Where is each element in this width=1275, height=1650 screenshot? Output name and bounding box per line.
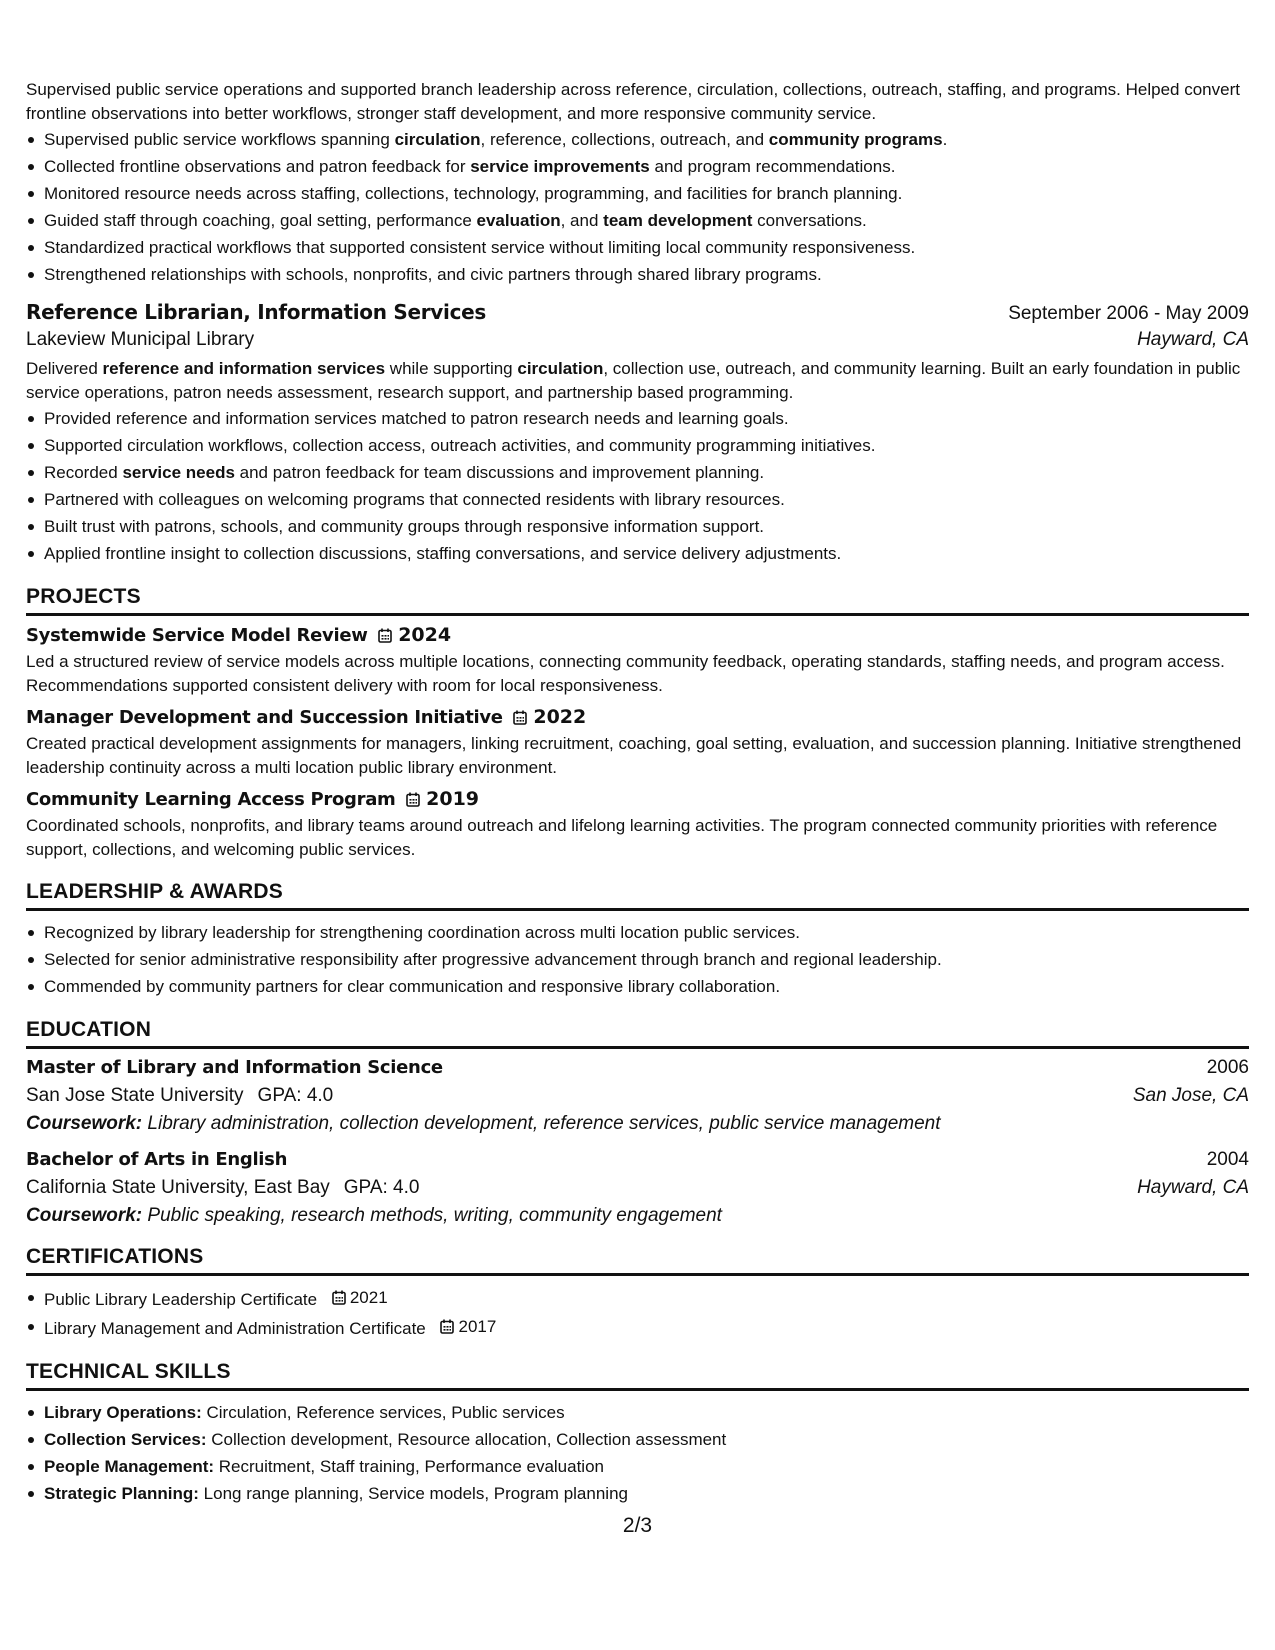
job-subheader [26,329,1249,351]
certification-name: Public Library Leadership Certificate [44,1290,318,1309]
list-item [44,1284,1249,1313]
skills-list [26,1399,1249,1507]
skill-values: Collection development, Resource allocation, Collection assessment [211,1430,727,1449]
education-item [26,1149,1249,1227]
list-item: Monitored resource needs across staffing, collections, technology, programming, and facilities for branch planning. [44,180,1249,207]
project-item [26,788,1249,862]
education-heading: EDUCATION [26,1018,1249,1049]
list-item: Collected frontline observations and patron feedback for service improvements and program recommendations. [44,153,1249,180]
calendar-icon [513,710,527,725]
skill-category: People Management: [44,1457,215,1476]
awards-list [26,919,1249,1000]
list-item: Provided reference and information services matched to patron research needs and learning goals. [44,405,1249,432]
skill-category: Collection Services: [44,1430,207,1449]
list-item [44,1313,1249,1342]
list-item: Applied frontline insight to collection discussions, staffing conversations, and service delivery adjustments. [44,540,1249,567]
education-coursework: Coursework: Public speaking, research methods, writing, community engagement [26,1205,722,1226]
skill-values: Recruitment, Staff training, Performance evaluation [218,1457,604,1476]
certification-date: 2017 [440,1313,496,1340]
education-year: 2006 [1206,1057,1249,1078]
projects-heading: PROJECTS [26,585,1249,616]
list-item [44,1399,1249,1426]
project-title: Community Learning Access Program [26,788,396,810]
project-description: Led a structured review of service models across multiple locations, connecting community feedback, operating standards, staffing needs, and program access. Recommendations supported consistent delivery with room for local responsiveness. [26,652,1225,695]
education-coursework: Coursework: Library administration, collection development, reference services, public service management [26,1113,941,1134]
role-summary: Supervised public service operations and supported branch leadership across reference, circulation, collections, outreach, staffing, and programs. Helped convert frontline observations into better workflows, stronger staff development, and more responsive community service. [26,80,1240,123]
job-summary: Delivered reference and information services while supporting circulation, collection use, outreach, and community learning. Built an early foundation in public service operations, patron needs assessment, research support, and partnership based programming. [26,359,1241,402]
calendar-icon [406,792,420,807]
project-item [26,706,1249,780]
list-item: Built trust with patrons, schools, and community groups through responsive information support. [44,513,1249,540]
education-degree: Master of Library and Information Science [26,1057,443,1078]
skill-values: Long range planning, Service models, Program planning [203,1484,628,1503]
education-school: California State University, East Bay [26,1177,330,1198]
list-item: Recognized by library leadership for strengthening coordination across multi location public services. [44,919,1249,946]
education-gpa: GPA: 4.0 [343,1177,420,1198]
project-title: Systemwide Service Model Review [26,624,368,646]
list-item: Standardized practical workflows that supported consistent service without limiting local community responsiveness. [44,234,1249,261]
page-number: 2/3 [622,1514,653,1537]
job-bullets [26,405,1249,567]
certifications-list [26,1284,1249,1342]
certifications-heading: CERTIFICATIONS [26,1245,1249,1276]
job-header [26,300,1249,325]
project-date: 2019 [406,788,480,810]
skill-category: Strategic Planning: [44,1484,199,1503]
project-title: Manager Development and Succession Initiative [26,706,503,728]
list-item: Strengthened relationships with schools, nonprofits, and civic partners through shared library programs. [44,261,1249,288]
job-dates: September 2006 - May 2009 [1008,303,1249,324]
list-item: Partnered with colleagues on welcoming programs that connected residents with library resources. [44,486,1249,513]
list-item: Recorded service needs and patron feedback for team discussions and improvement planning. [44,459,1249,486]
list-item [44,1453,1249,1480]
job-location: Hayward, CA [1137,329,1249,350]
education-school: San Jose State University [26,1085,244,1106]
skill-values: Circulation, Reference services, Public services [206,1403,565,1422]
list-item: Selected for senior administrative responsibility after progressive advancement through branch and regional leadership. [44,946,1249,973]
list-item [44,1480,1249,1507]
education-item [26,1057,1249,1135]
awards-heading: LEADERSHIP & AWARDS [26,880,1249,911]
list-item: Guided staff through coaching, goal setting, performance evaluation, and team development conversations. [44,207,1249,234]
project-description: Coordinated schools, nonprofits, and library teams around outreach and lifelong learning activities. The program connected community priorities with reference support, collections, and welcoming public services. [26,816,1218,859]
education-year: 2004 [1206,1149,1249,1170]
education-degree: Bachelor of Arts in English [26,1149,288,1170]
project-item [26,624,1249,698]
role-bullets [26,126,1249,288]
list-item: Supervised public service workflows spanning circulation, reference, collections, outreach, and community programs. [44,126,1249,153]
certification-date: 2021 [332,1284,388,1311]
education-gpa: GPA: 4.0 [257,1085,334,1106]
job-title: Reference Librarian, Information Services [26,300,486,324]
list-item [44,1426,1249,1453]
job-organization: Lakeview Municipal Library [26,329,255,350]
skill-category: Library Operations: [44,1403,202,1422]
skills-heading: TECHNICAL SKILLS [26,1360,1249,1391]
project-date: 2022 [513,706,587,728]
resume-page [26,78,1249,1507]
list-item: Supported circulation workflows, collection access, outreach activities, and community programming initiatives. [44,432,1249,459]
education-location: Hayward, CA [1137,1177,1249,1198]
calendar-icon [332,1290,346,1305]
education-location: San Jose, CA [1132,1085,1249,1106]
calendar-icon [440,1319,454,1334]
calendar-icon [378,628,392,643]
project-date: 2024 [378,624,452,646]
certification-name: Library Management and Administration Certificate [44,1319,426,1338]
list-item: Commended by community partners for clear communication and responsive library collaboration. [44,973,1249,1000]
project-description: Created practical development assignments for managers, linking recruitment, coaching, goal setting, evaluation, and succession planning. Initiative strengthened leadership continuity across a multi location public library environment. [26,734,1242,777]
